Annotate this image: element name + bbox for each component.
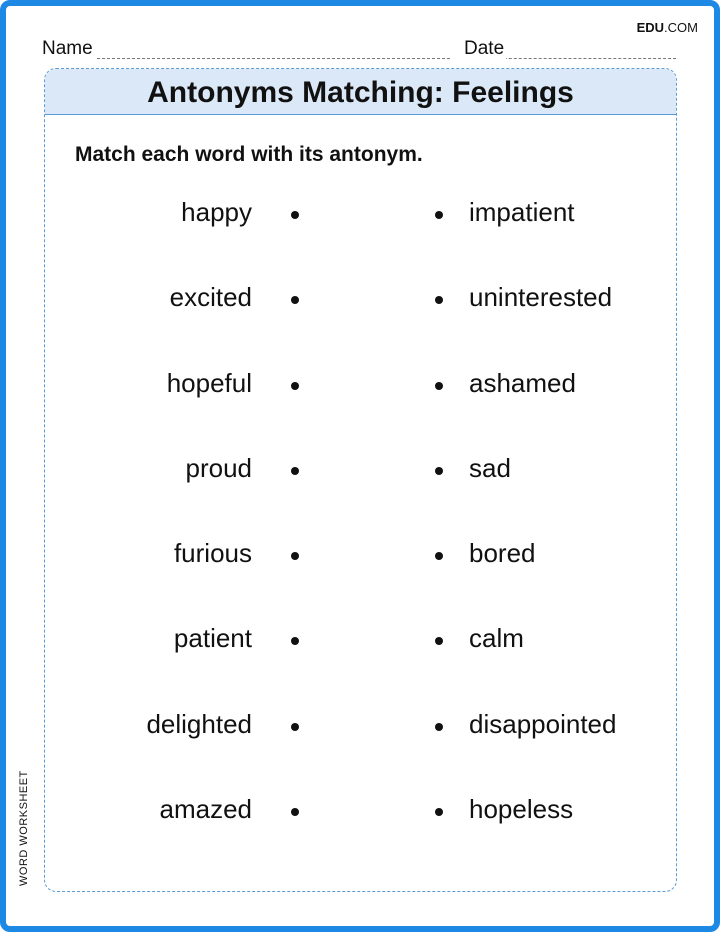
left-dot[interactable] bbox=[291, 808, 299, 816]
right-word: uninterested bbox=[469, 282, 613, 313]
right-word: impatient bbox=[469, 197, 575, 227]
date-label: Date bbox=[464, 38, 505, 59]
name-field[interactable] bbox=[42, 38, 450, 60]
right-dot[interactable] bbox=[435, 296, 443, 304]
left-word: amazed bbox=[159, 794, 252, 825]
pair-row bbox=[45, 362, 676, 447]
right-word: sad bbox=[469, 452, 511, 483]
left-dot[interactable] bbox=[291, 467, 299, 475]
name-label: Name bbox=[42, 38, 93, 59]
pair-row bbox=[45, 276, 676, 361]
worksheet-title: Antonyms Matching: Feelings bbox=[45, 69, 676, 115]
date-field[interactable] bbox=[464, 38, 676, 60]
left-dot[interactable] bbox=[291, 211, 299, 219]
worksheet-card bbox=[44, 68, 677, 892]
right-dot[interactable] bbox=[435, 467, 443, 475]
pair-row bbox=[45, 447, 676, 532]
left-word: delighted bbox=[146, 708, 252, 739]
left-word: happy bbox=[181, 197, 252, 227]
right-word: ashamed bbox=[469, 367, 576, 398]
left-dot[interactable] bbox=[291, 552, 299, 560]
left-dot[interactable] bbox=[291, 637, 299, 645]
left-dot[interactable] bbox=[291, 382, 299, 390]
right-dot[interactable] bbox=[435, 552, 443, 560]
left-word: patient bbox=[173, 623, 252, 654]
left-dot[interactable] bbox=[291, 723, 299, 731]
brand-logo: EDU.COM bbox=[636, 20, 698, 35]
right-dot[interactable] bbox=[435, 723, 443, 731]
left-word: proud bbox=[185, 452, 252, 483]
instructions: Match each word with its antonym. bbox=[75, 143, 423, 166]
left-word: furious bbox=[173, 538, 252, 569]
right-word: disappointed bbox=[469, 708, 617, 739]
left-dot[interactable] bbox=[291, 296, 299, 304]
pair-row bbox=[45, 617, 676, 702]
right-dot[interactable] bbox=[435, 808, 443, 816]
pair-row bbox=[45, 788, 676, 873]
right-dot[interactable] bbox=[435, 637, 443, 645]
pair-row bbox=[45, 191, 676, 276]
side-label: WORD WORKSHEET bbox=[18, 770, 30, 886]
name-line bbox=[42, 58, 450, 59]
matching-pairs bbox=[45, 191, 676, 873]
right-word: hopeless bbox=[469, 794, 574, 825]
left-word: excited bbox=[169, 282, 252, 313]
right-word: calm bbox=[469, 623, 524, 654]
right-dot[interactable] bbox=[435, 211, 443, 219]
right-word: bored bbox=[469, 538, 536, 569]
pair-row bbox=[45, 703, 676, 788]
header-fields bbox=[42, 38, 676, 60]
right-dot[interactable] bbox=[435, 382, 443, 390]
pair-row bbox=[45, 532, 676, 617]
left-word: hopeful bbox=[166, 367, 252, 398]
